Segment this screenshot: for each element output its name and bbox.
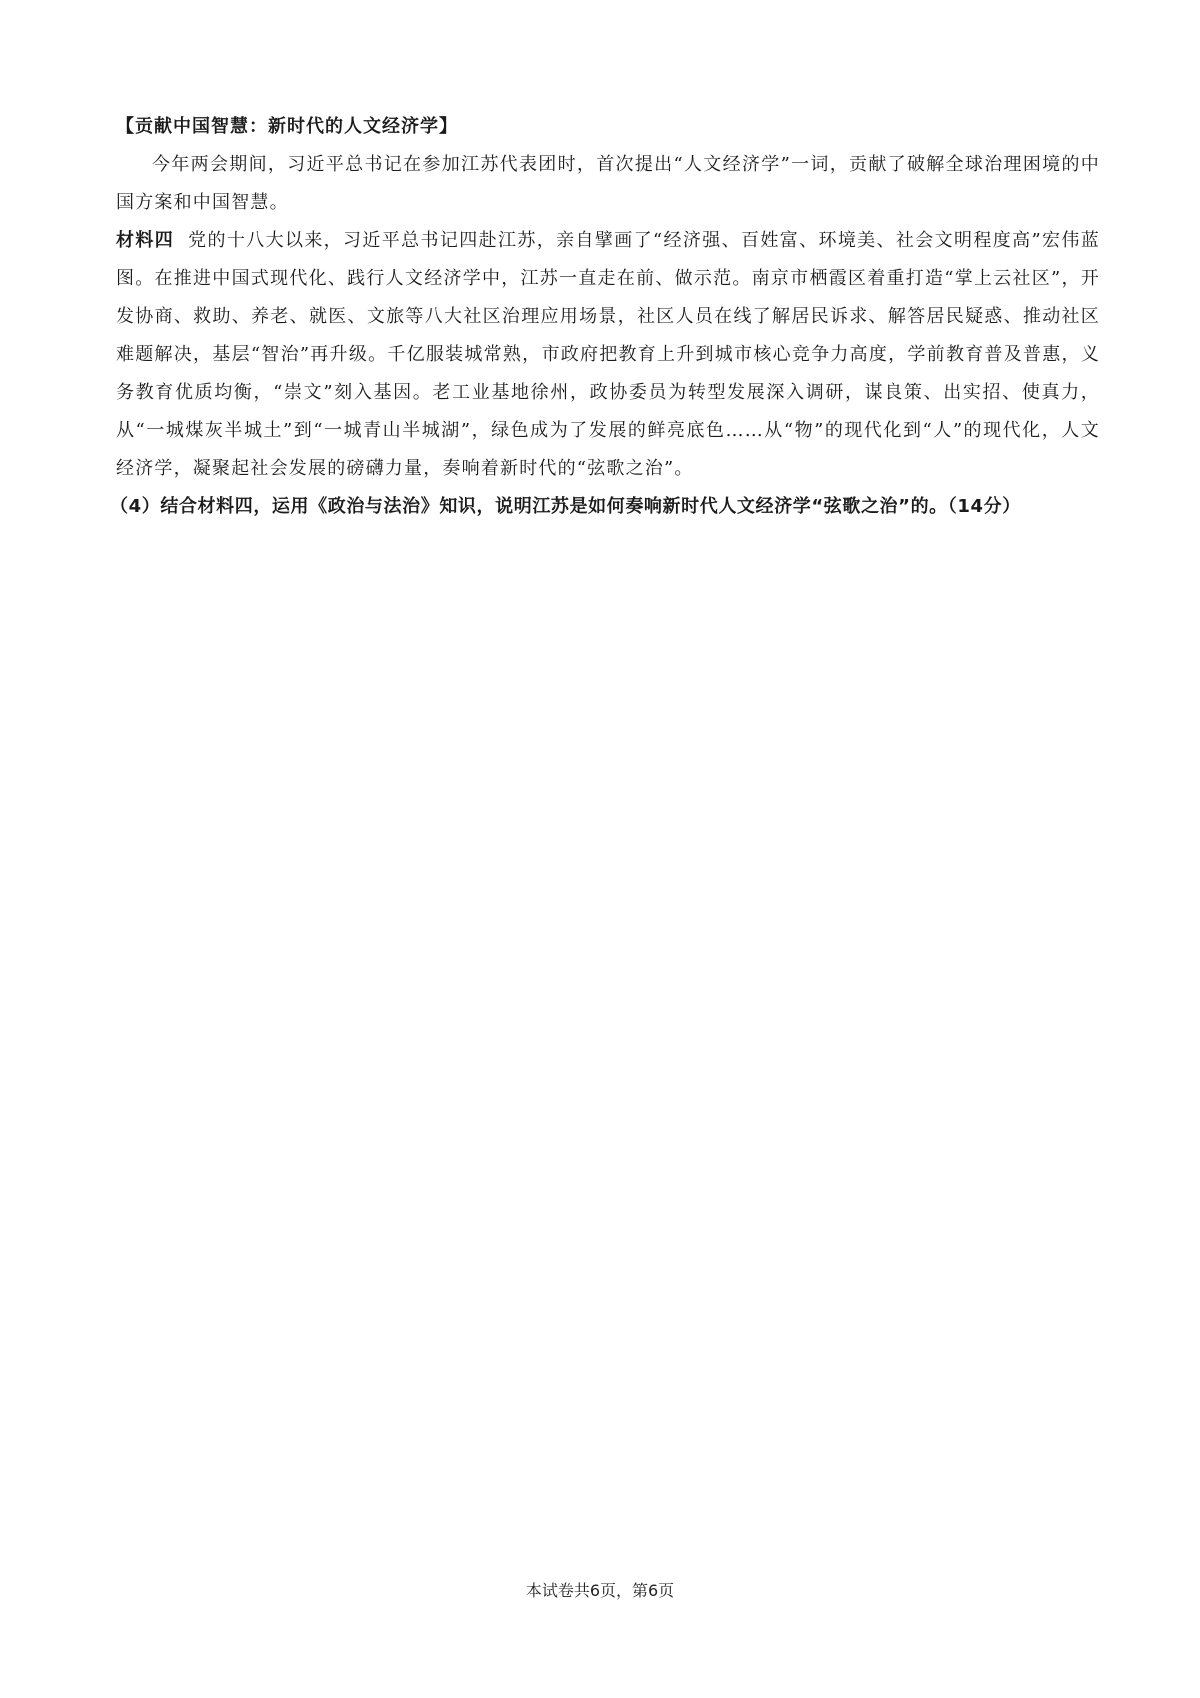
material-label: 材料四 (116, 230, 175, 251)
page-content (110, 108, 1100, 526)
material-paragraph (116, 222, 1100, 488)
intro-paragraph: 今年两会期间，习近平总书记在参加江苏代表团时，首次提出“人文经济学”一词，贡献了破解全球治理困境的中国方案和中国智慧。 (116, 154, 1100, 213)
material-text: 党的十八大以来，习近平总书记四赴江苏，亲自擘画了“经济强、百姓富、环境美、社会文明程度高”宏伟蓝图。在推进中国式现代化、践行人文经济学中，江苏一直走在前、做示范。南京市栖霞区着重打造“掌上云社区”，开发协商、救助、养老、就医、文旅等八大社区治理应用场景，社区人员在线了解居民诉求、解答居民疑惑、推动社区难题解决，基层“智治”再升级。千亿服装城常熟，市政府把教育上升到城市核心竞争力高度，学前教育普及普惠，义务教育优质均衡，“崇文”刻入基因。老工业基地徐州，政协委员为转型发展深入调研，谋良策、出实招、使真力，从“一城煤灰半城土”到“一城青山半城湖”，绿色成为了发展的鲜亮底色……从“物”的现代化到“人”的现代化，人文经济学，凝聚起社会发展的磅礴力量，奏响着新时代的“弦歌之治”。 (116, 230, 1100, 479)
question-text: （4）结合材料四，运用《政治与法治》知识，说明江苏是如何奏响新时代人文经济学“弦歌之治”的。（14分） (110, 496, 1021, 517)
section-title: 【贡献中国智慧：新时代的人文经济学】 (116, 116, 458, 137)
page-footer: 本试卷共6页，第6页 (525, 1581, 675, 1600)
